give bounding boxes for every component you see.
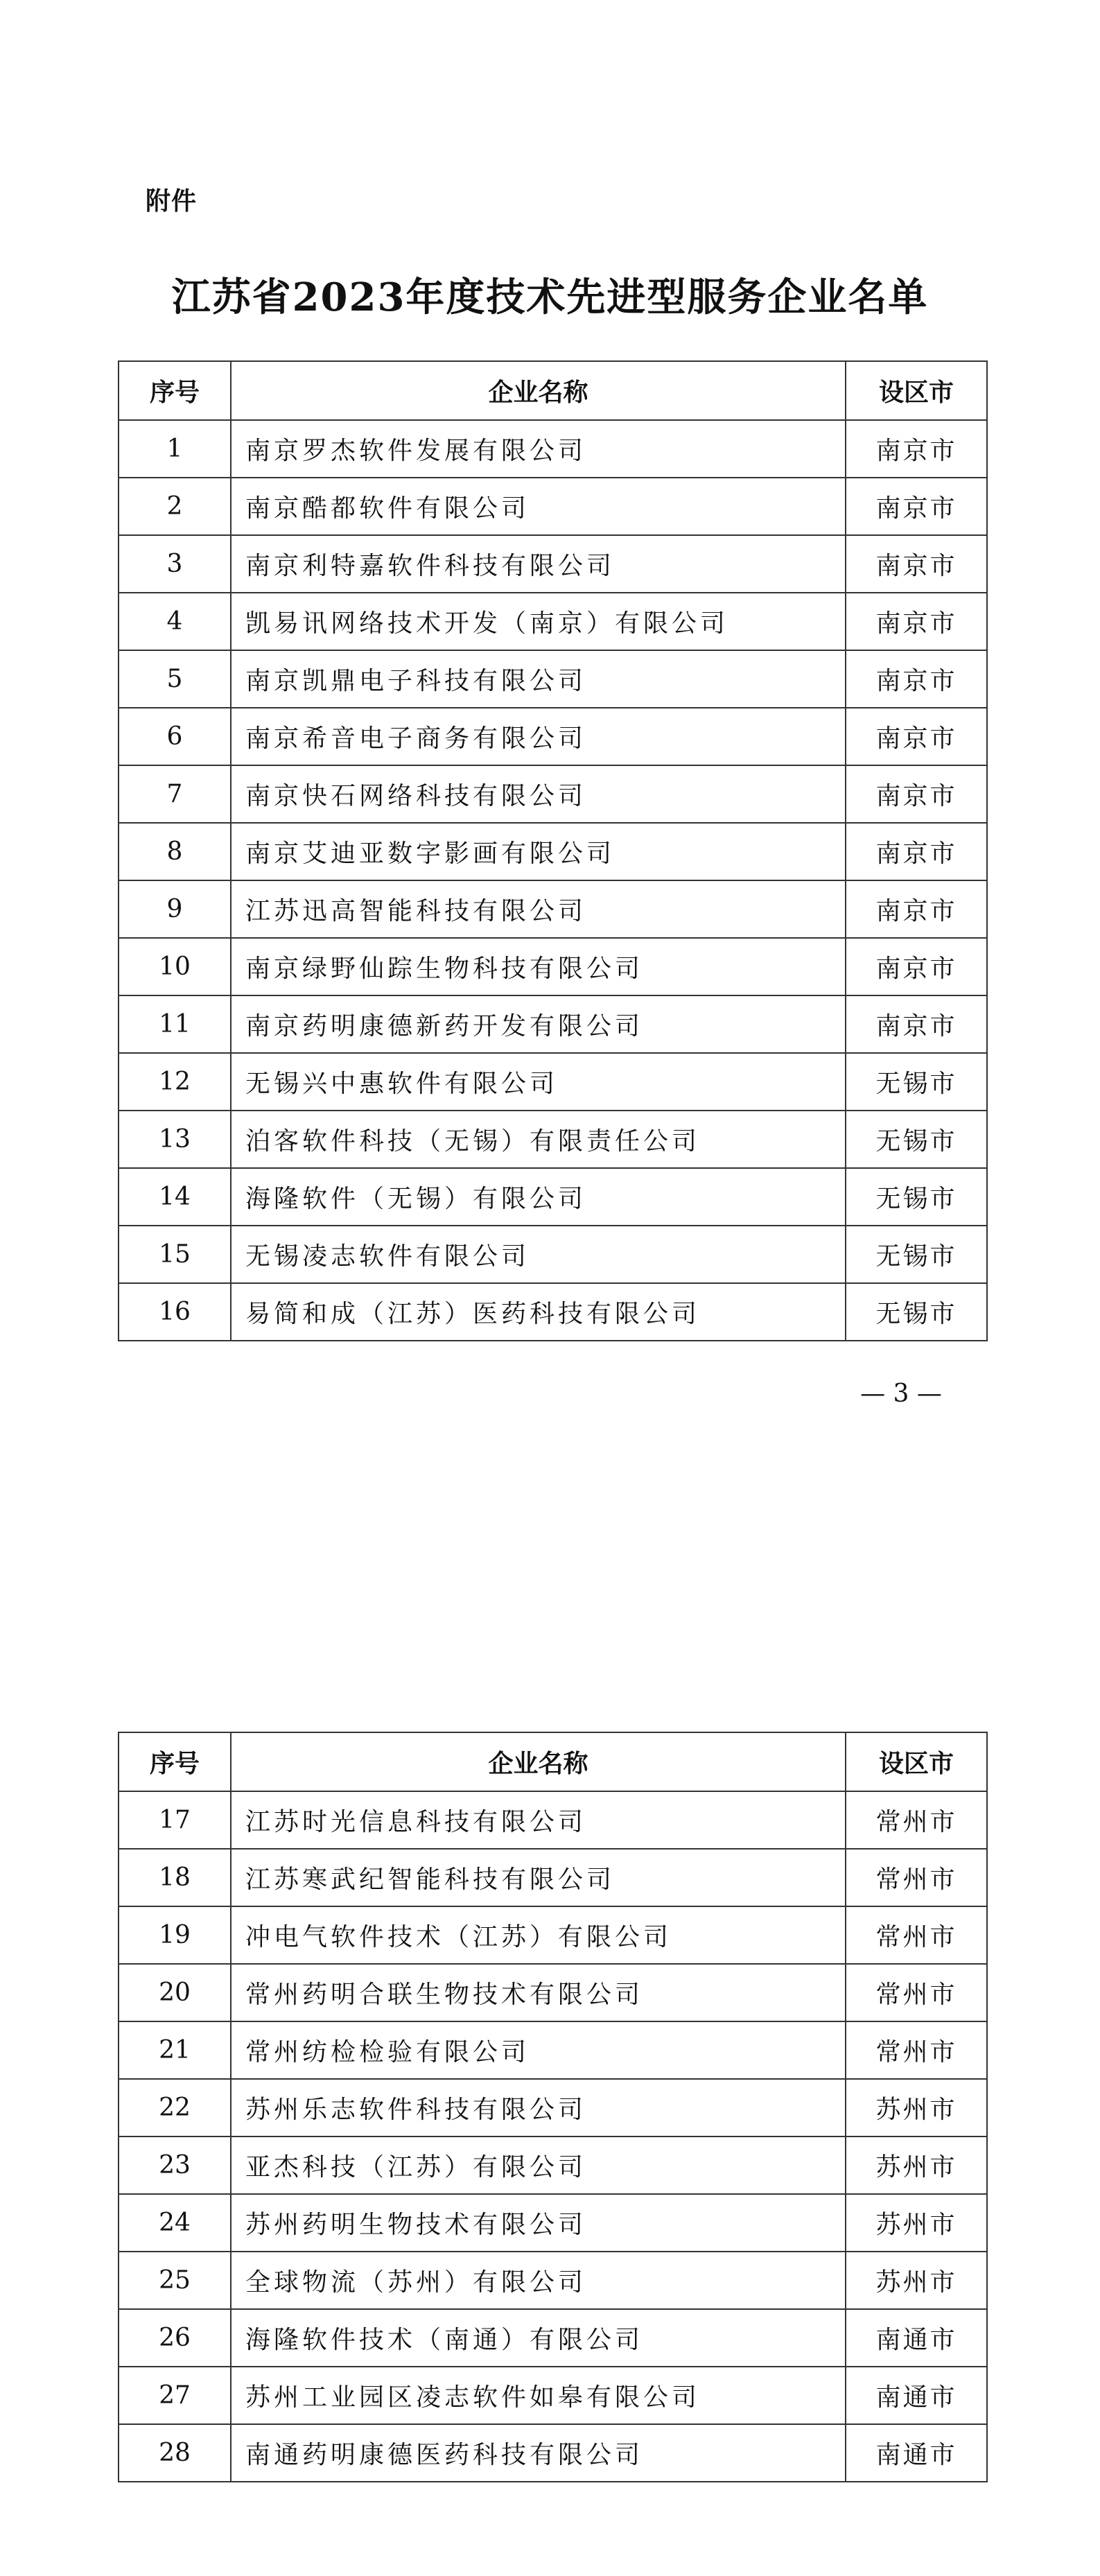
serial-number-cell: 15	[119, 1226, 231, 1283]
enterprise-name-cell: 南京快石网络科技有限公司	[231, 765, 846, 823]
enterprise-name-cell: 南京罗杰软件发展有限公司	[231, 420, 846, 478]
enterprise-name-cell: 南通药明康德医药科技有限公司	[231, 2424, 846, 2482]
serial-number-cell: 26	[119, 2309, 231, 2367]
header-city: 设区市	[846, 361, 987, 420]
city-cell: 南京市	[846, 535, 987, 593]
table-row	[119, 2367, 987, 2424]
enterprise-name-cell: 江苏寒武纪智能科技有限公司	[231, 1849, 846, 1906]
serial-number-cell: 25	[119, 2252, 231, 2309]
enterprise-table-page-2	[118, 1732, 988, 2482]
serial-number-cell: 22	[119, 2079, 231, 2136]
city-cell: 南京市	[846, 478, 987, 535]
serial-number-cell: 19	[119, 1906, 231, 1964]
header-city: 设区市	[846, 1732, 987, 1791]
table-row	[119, 880, 987, 938]
city-cell: 常州市	[846, 2021, 987, 2079]
serial-number-cell: 10	[119, 938, 231, 995]
table-row	[119, 1168, 987, 1226]
enterprise-name-cell: 全球物流（苏州）有限公司	[231, 2252, 846, 2309]
city-cell: 无锡市	[846, 1226, 987, 1283]
serial-number-cell: 6	[119, 708, 231, 765]
table-row	[119, 535, 987, 593]
header-enterprise-name: 企业名称	[231, 361, 846, 420]
table-row	[119, 2424, 987, 2482]
serial-number-cell: 11	[119, 995, 231, 1053]
city-cell: 苏州市	[846, 2079, 987, 2136]
table-row	[119, 1791, 987, 1849]
header-serial-number: 序号	[119, 361, 231, 420]
serial-number-cell: 20	[119, 1964, 231, 2021]
city-cell: 无锡市	[846, 1053, 987, 1111]
serial-number-cell: 1	[119, 420, 231, 478]
enterprise-name-cell: 南京药明康德新药开发有限公司	[231, 995, 846, 1053]
table-row	[119, 1053, 987, 1111]
enterprise-name-cell: 亚杰科技（江苏）有限公司	[231, 2136, 846, 2194]
enterprise-name-cell: 海隆软件（无锡）有限公司	[231, 1168, 846, 1226]
city-cell: 无锡市	[846, 1168, 987, 1226]
city-cell: 苏州市	[846, 2194, 987, 2252]
city-cell: 无锡市	[846, 1283, 987, 1341]
enterprise-name-cell: 常州药明合联生物技术有限公司	[231, 1964, 846, 2021]
table-row	[119, 1111, 987, 1168]
table-row	[119, 2194, 987, 2252]
city-cell: 常州市	[846, 1964, 987, 2021]
enterprise-name-cell: 凯易讯网络技术开发（南京）有限公司	[231, 593, 846, 650]
table-row	[119, 823, 987, 880]
city-cell: 常州市	[846, 1791, 987, 1849]
serial-number-cell: 5	[119, 650, 231, 708]
serial-number-cell: 4	[119, 593, 231, 650]
city-cell: 南通市	[846, 2424, 987, 2482]
serial-number-cell: 7	[119, 765, 231, 823]
serial-number-cell: 13	[119, 1111, 231, 1168]
city-cell: 南京市	[846, 823, 987, 880]
serial-number-cell: 17	[119, 1791, 231, 1849]
table-row	[119, 995, 987, 1053]
serial-number-cell: 28	[119, 2424, 231, 2482]
serial-number-cell: 12	[119, 1053, 231, 1111]
table-body-page-1	[119, 420, 987, 1341]
city-cell: 南京市	[846, 880, 987, 938]
serial-number-cell: 14	[119, 1168, 231, 1226]
table-body-page-2	[119, 1791, 987, 2482]
table-row	[119, 593, 987, 650]
enterprise-name-cell: 海隆软件技术（南通）有限公司	[231, 2309, 846, 2367]
header-enterprise-name: 企业名称	[231, 1732, 846, 1791]
table-row	[119, 2136, 987, 2194]
table-row	[119, 938, 987, 995]
serial-number-cell: 21	[119, 2021, 231, 2079]
enterprise-name-cell: 苏州药明生物技术有限公司	[231, 2194, 846, 2252]
document-title: 江苏省2023年度技术先进型服务企业名单	[171, 275, 929, 320]
city-cell: 南京市	[846, 765, 987, 823]
table-row	[119, 1283, 987, 1341]
enterprise-name-cell: 南京艾迪亚数字影画有限公司	[231, 823, 846, 880]
enterprise-name-cell: 南京凯鼎电子科技有限公司	[231, 650, 846, 708]
table-header-row	[119, 361, 987, 420]
serial-number-cell: 16	[119, 1283, 231, 1341]
city-cell: 苏州市	[846, 2252, 987, 2309]
serial-number-cell: 18	[119, 1849, 231, 1906]
table-row	[119, 1226, 987, 1283]
city-cell: 常州市	[846, 1849, 987, 1906]
serial-number-cell: 3	[119, 535, 231, 593]
city-cell: 常州市	[846, 1906, 987, 1964]
page-number: — 3 —	[860, 1380, 942, 1408]
enterprise-name-cell: 苏州乐志软件科技有限公司	[231, 2079, 846, 2136]
table-row	[119, 708, 987, 765]
table-header-row	[119, 1732, 987, 1791]
table-row	[119, 1906, 987, 1964]
enterprise-name-cell: 南京酷都软件有限公司	[231, 478, 846, 535]
city-cell: 南京市	[846, 995, 987, 1053]
enterprise-name-cell: 江苏时光信息科技有限公司	[231, 1791, 846, 1849]
enterprise-table-page-1	[118, 360, 988, 1341]
city-cell: 南通市	[846, 2367, 987, 2424]
header-serial-number: 序号	[119, 1732, 231, 1791]
serial-number-cell: 8	[119, 823, 231, 880]
city-cell: 南京市	[846, 420, 987, 478]
enterprise-name-cell: 南京绿野仙踪生物科技有限公司	[231, 938, 846, 995]
enterprise-name-cell: 常州纺检检验有限公司	[231, 2021, 846, 2079]
table-row	[119, 765, 987, 823]
enterprise-name-cell: 泊客软件科技（无锡）有限责任公司	[231, 1111, 846, 1168]
table-row	[119, 420, 987, 478]
table-row	[119, 2309, 987, 2367]
enterprise-name-cell: 南京利特嘉软件科技有限公司	[231, 535, 846, 593]
city-cell: 南京市	[846, 708, 987, 765]
table-row	[119, 2079, 987, 2136]
enterprise-name-cell: 苏州工业园区凌志软件如皋有限公司	[231, 2367, 846, 2424]
table-row	[119, 2252, 987, 2309]
enterprise-name-cell: 江苏迅高智能科技有限公司	[231, 880, 846, 938]
serial-number-cell: 24	[119, 2194, 231, 2252]
document-page-2	[0, 1581, 1100, 2576]
city-cell: 南京市	[846, 650, 987, 708]
table-row	[119, 2021, 987, 2079]
enterprise-name-cell: 无锡兴中惠软件有限公司	[231, 1053, 846, 1111]
enterprise-name-cell: 南京希音电子商务有限公司	[231, 708, 846, 765]
serial-number-cell: 27	[119, 2367, 231, 2424]
serial-number-cell: 2	[119, 478, 231, 535]
enterprise-name-cell: 无锡凌志软件有限公司	[231, 1226, 846, 1283]
enterprise-name-cell: 冲电气软件技术（江苏）有限公司	[231, 1906, 846, 1964]
city-cell: 南京市	[846, 593, 987, 650]
table-row	[119, 1964, 987, 2021]
city-cell: 南京市	[846, 938, 987, 995]
serial-number-cell: 23	[119, 2136, 231, 2194]
city-cell: 无锡市	[846, 1111, 987, 1168]
attachment-label: 附件	[146, 187, 198, 216]
table-row	[119, 1849, 987, 1906]
enterprise-name-cell: 易简和成（江苏）医药科技有限公司	[231, 1283, 846, 1341]
city-cell: 苏州市	[846, 2136, 987, 2194]
city-cell: 南通市	[846, 2309, 987, 2367]
table-row	[119, 650, 987, 708]
serial-number-cell: 9	[119, 880, 231, 938]
table-row	[119, 478, 987, 535]
